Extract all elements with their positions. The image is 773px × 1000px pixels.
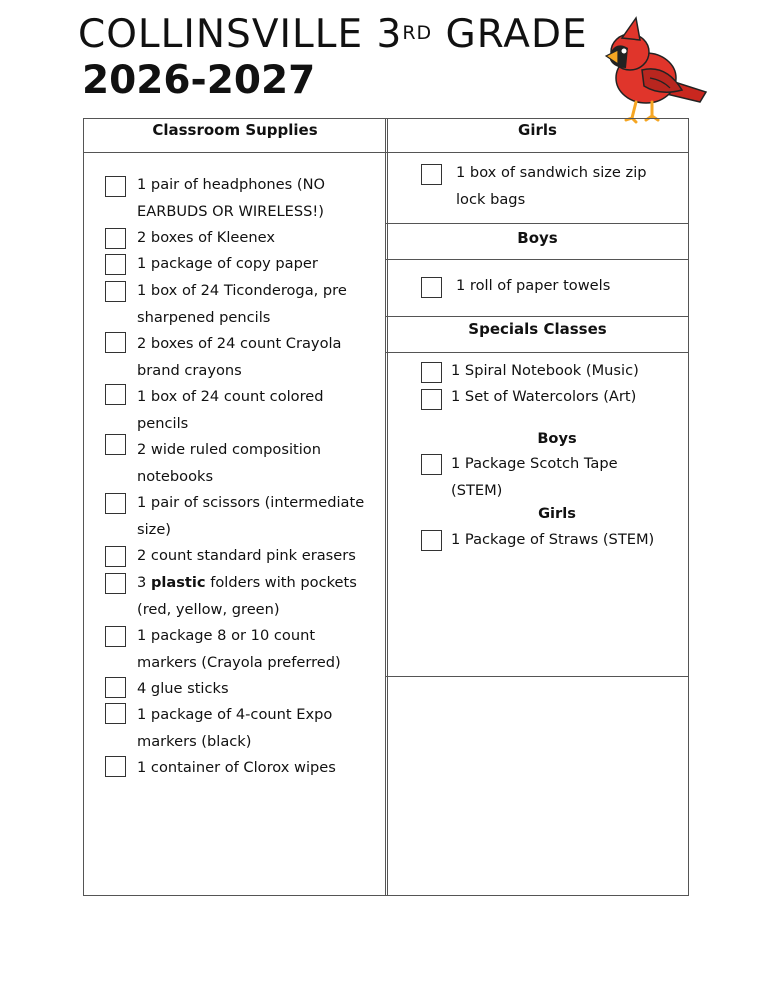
- checkbox-folders[interactable]: [105, 573, 126, 594]
- specials-bottom-rule: [386, 676, 689, 677]
- checkbox-composition-notebooks[interactable]: [105, 434, 126, 455]
- boys-heading: Boys: [517, 229, 558, 247]
- list-item: 1 package of 4-count Expo markers (black): [137, 706, 333, 750]
- checkbox-watercolors[interactable]: [421, 389, 442, 410]
- checkbox-straws[interactable]: [421, 530, 442, 551]
- checkbox-clorox-wipes[interactable]: [105, 756, 126, 777]
- list-item: 1 package 8 or 10 count markers (Crayola preferred): [137, 627, 341, 671]
- classroom-supplies-heading: Classroom Supplies: [152, 121, 318, 139]
- title-grade: GRADE: [432, 12, 588, 57]
- checkbox-scissors[interactable]: [105, 493, 126, 514]
- boys-top-rule: [386, 223, 689, 224]
- list-item: 4 glue sticks: [137, 680, 229, 697]
- list-item: 1 Spiral Notebook (Music): [451, 362, 639, 379]
- checkbox-crayons[interactable]: [105, 332, 126, 353]
- classroom-header-rule: [83, 152, 386, 153]
- list-item: 2 wide ruled composition notebooks: [137, 441, 321, 485]
- school-year: 2026-2027: [82, 58, 316, 103]
- list-item: 1 roll of paper towels: [456, 277, 611, 294]
- list-item: 1 Package Scotch Tape (STEM): [451, 455, 618, 499]
- specials-header-rule: [386, 352, 689, 353]
- title-school: COLLINSVILLE 3: [78, 12, 403, 57]
- specials-top-rule: [386, 316, 689, 317]
- table-divider: [385, 118, 386, 896]
- list-item: 2 boxes of 24 count Crayola brand crayons: [137, 335, 342, 379]
- checkbox-markers[interactable]: [105, 626, 126, 647]
- specials-boys-subheading: Boys: [537, 430, 577, 447]
- list-item: 3 plastic folders with pockets (red, yellow, green): [137, 574, 357, 618]
- list-item: 1 pair of scissors (intermediate size): [137, 494, 365, 538]
- list-item: 1 box of sandwich size zip lock bags: [456, 164, 647, 208]
- list-item: 1 box of 24 count colored pencils: [137, 388, 324, 432]
- girls-header-rule: [386, 152, 689, 153]
- table-border-left: [83, 118, 84, 896]
- checkbox-glue-sticks[interactable]: [105, 677, 126, 698]
- list-item: 2 count standard pink erasers: [137, 547, 356, 564]
- specials-heading: Specials Classes: [468, 320, 607, 338]
- table-border-top: [83, 118, 689, 119]
- checkbox-paper-towels[interactable]: [421, 277, 442, 298]
- checkbox-headphones[interactable]: [105, 176, 126, 197]
- specials-girls-subheading: Girls: [538, 505, 576, 522]
- list-item: 1 pair of headphones (NO EARBUDS OR WIRELESS!): [137, 176, 325, 220]
- list-item: 1 box of 24 Ticonderoga, pre sharpened pencils: [137, 282, 347, 326]
- checkbox-copy-paper[interactable]: [105, 254, 126, 275]
- girls-heading: Girls: [518, 121, 557, 139]
- table-border-bottom: [83, 895, 689, 896]
- list-item: 1 container of Clorox wipes: [137, 759, 336, 776]
- checkbox-scotch-tape[interactable]: [421, 454, 442, 475]
- boys-header-rule: [386, 259, 689, 260]
- list-item: 1 Package of Straws (STEM): [451, 531, 655, 548]
- list-item: 1 Set of Watercolors (Art): [451, 388, 637, 405]
- checkbox-colored-pencils[interactable]: [105, 384, 126, 405]
- checkbox-kleenex[interactable]: [105, 228, 126, 249]
- checkbox-zip-lock-bags[interactable]: [421, 164, 442, 185]
- title-superscript: RD: [402, 22, 433, 44]
- checkbox-erasers[interactable]: [105, 546, 126, 567]
- list-item: 1 package of copy paper: [137, 255, 318, 272]
- checkbox-pencils[interactable]: [105, 281, 126, 302]
- checkbox-spiral-notebook[interactable]: [421, 362, 442, 383]
- checkbox-expo-markers[interactable]: [105, 703, 126, 724]
- list-item: 2 boxes of Kleenex: [137, 229, 275, 246]
